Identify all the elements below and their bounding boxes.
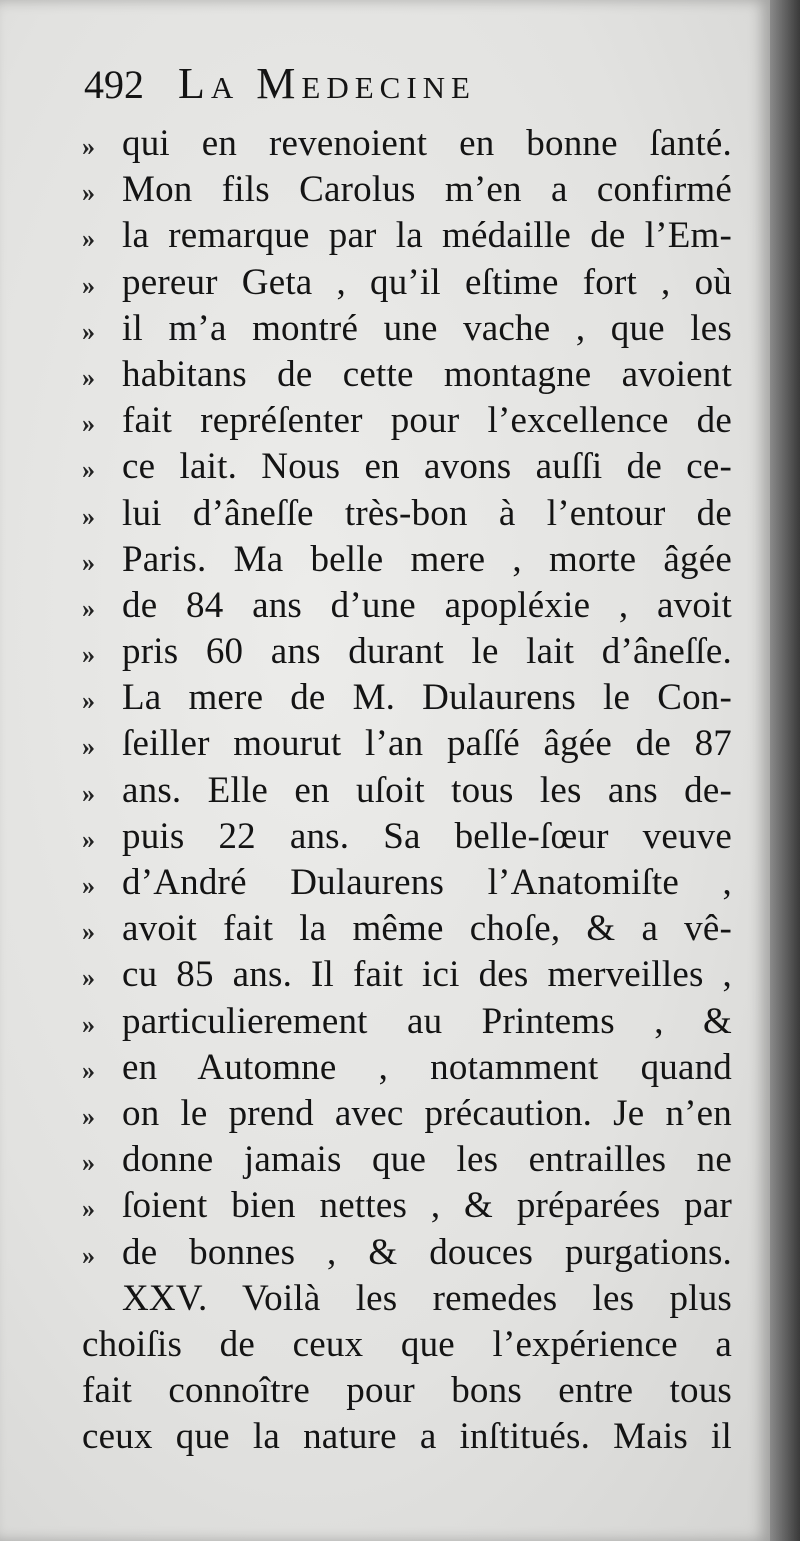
line-text: pereur Geta , qu’il eſtime fort , où [122,261,732,303]
quotation-mark: » [82,1101,95,1131]
quotation-mark: » [82,871,95,900]
text-line [82,1138,732,1184]
page-header [84,58,476,118]
line-text: Mon fils Carolus m’en a confirmé [122,169,732,211]
quotation-mark: » [82,1240,95,1270]
line-text: ce lait. Nous en avons auſſi de ce- [122,446,732,488]
text-line [82,307,732,353]
quotation-mark: » [82,824,95,854]
text-line [82,953,732,999]
line-text: donne jamais que les entrailles ne [122,1139,732,1181]
text-line [82,1184,732,1230]
text-line [82,676,732,722]
running-title: La Medecine [178,59,476,108]
line-text: en Automne , notamment quand [122,1046,732,1088]
text-line [82,815,732,861]
quotation-mark: » [82,132,95,161]
quotation-mark: » [82,593,95,623]
quotation-mark: » [82,1148,95,1178]
quotation-mark: » [82,224,95,254]
line-text: Paris. Ma belle mere , morte âgée [122,538,732,580]
line-text: La mere de M. Dulaurens le Con- [122,677,732,719]
line-text: de bonnes , & douces purgations. [122,1231,732,1273]
text-line [82,1092,732,1138]
quotation-mark: » [82,547,95,577]
line-text: particulierement au Printems , & [122,1000,732,1042]
quotation-mark: » [82,455,95,485]
quotation-mark: » [82,686,95,716]
text-line [82,1323,732,1369]
quotation-mark: » [82,362,95,392]
text-line [82,722,732,768]
text-line [82,1277,732,1323]
line-text: de 84 ans d’une apopléxie , avoit [122,584,732,626]
line-text: XXV. Voilà les remedes les plus [122,1277,732,1319]
text-line [82,214,732,260]
quotation-mark: » [82,640,95,670]
line-text: habitans de cette montagne avoient [122,353,732,395]
line-text: fait repréſenter pour l’excellence de [122,400,732,442]
text-line [82,445,732,491]
line-text: cu 85 ans. Il fait ici des merveilles , [122,954,732,996]
quotation-mark: » [82,963,95,993]
text-line [82,492,732,538]
text-line [82,1231,732,1277]
text-line [82,1415,732,1461]
body-text [82,122,732,1461]
line-text: ſoient bien nettes , & préparées par [122,1185,732,1227]
line-text: ceux que la nature a inſtitués. Mais il [82,1416,732,1458]
text-line [82,538,732,584]
text-line [82,399,732,445]
text-line [82,1046,732,1092]
text-line [82,353,732,399]
text-line [82,584,732,630]
quotation-mark: » [82,732,95,762]
line-text: puis 22 ans. Sa belle-ſœur veuve [122,815,732,857]
quotation-mark: » [82,316,95,346]
quotation-mark: » [82,1055,95,1085]
text-line [82,769,732,815]
text-line [82,907,732,953]
line-text: avoit fait la même choſe, & a vê- [122,908,732,950]
page-number: 492 [84,62,144,107]
line-text: choiſis de ceux que l’expérience a [82,1323,732,1365]
line-text: il m’a montré une vache , que les [122,307,732,349]
quotation-mark: » [82,917,95,947]
quotation-mark: » [82,178,95,208]
line-text: ſeiller mourut l’an paſſé âgée de 87 [122,723,732,765]
line-text: lui d’âneſſe très-bon à l’entour de [122,492,732,534]
line-text: pris 60 ans durant le lait d’âneſſe. [122,631,732,673]
text-line [82,861,732,907]
line-text: on le prend avec précaution. Je n’en [122,1092,732,1134]
quotation-mark: » [82,409,95,439]
text-line [82,1000,732,1046]
text-line [82,122,732,168]
line-text: qui en revenoient en bonne ſanté. [122,123,732,164]
quotation-mark: » [82,778,95,808]
line-text: la remarque par la médaille de l’Em- [122,215,732,257]
text-line [82,261,732,307]
page-edge-shadow [770,0,800,1541]
line-text: fait connoître pour bons entre tous [82,1370,732,1412]
quotation-mark: » [82,1194,95,1224]
text-line [82,168,732,214]
quotation-mark: » [82,501,95,531]
quotation-mark: » [82,270,95,300]
line-text: ans. Elle en uſoit tous les ans de- [122,769,732,811]
quotation-mark: » [82,1009,95,1039]
line-text: d’André Dulaurens l’Anatomiſte , [122,862,732,903]
text-line [82,1369,732,1415]
text-line [82,630,732,676]
